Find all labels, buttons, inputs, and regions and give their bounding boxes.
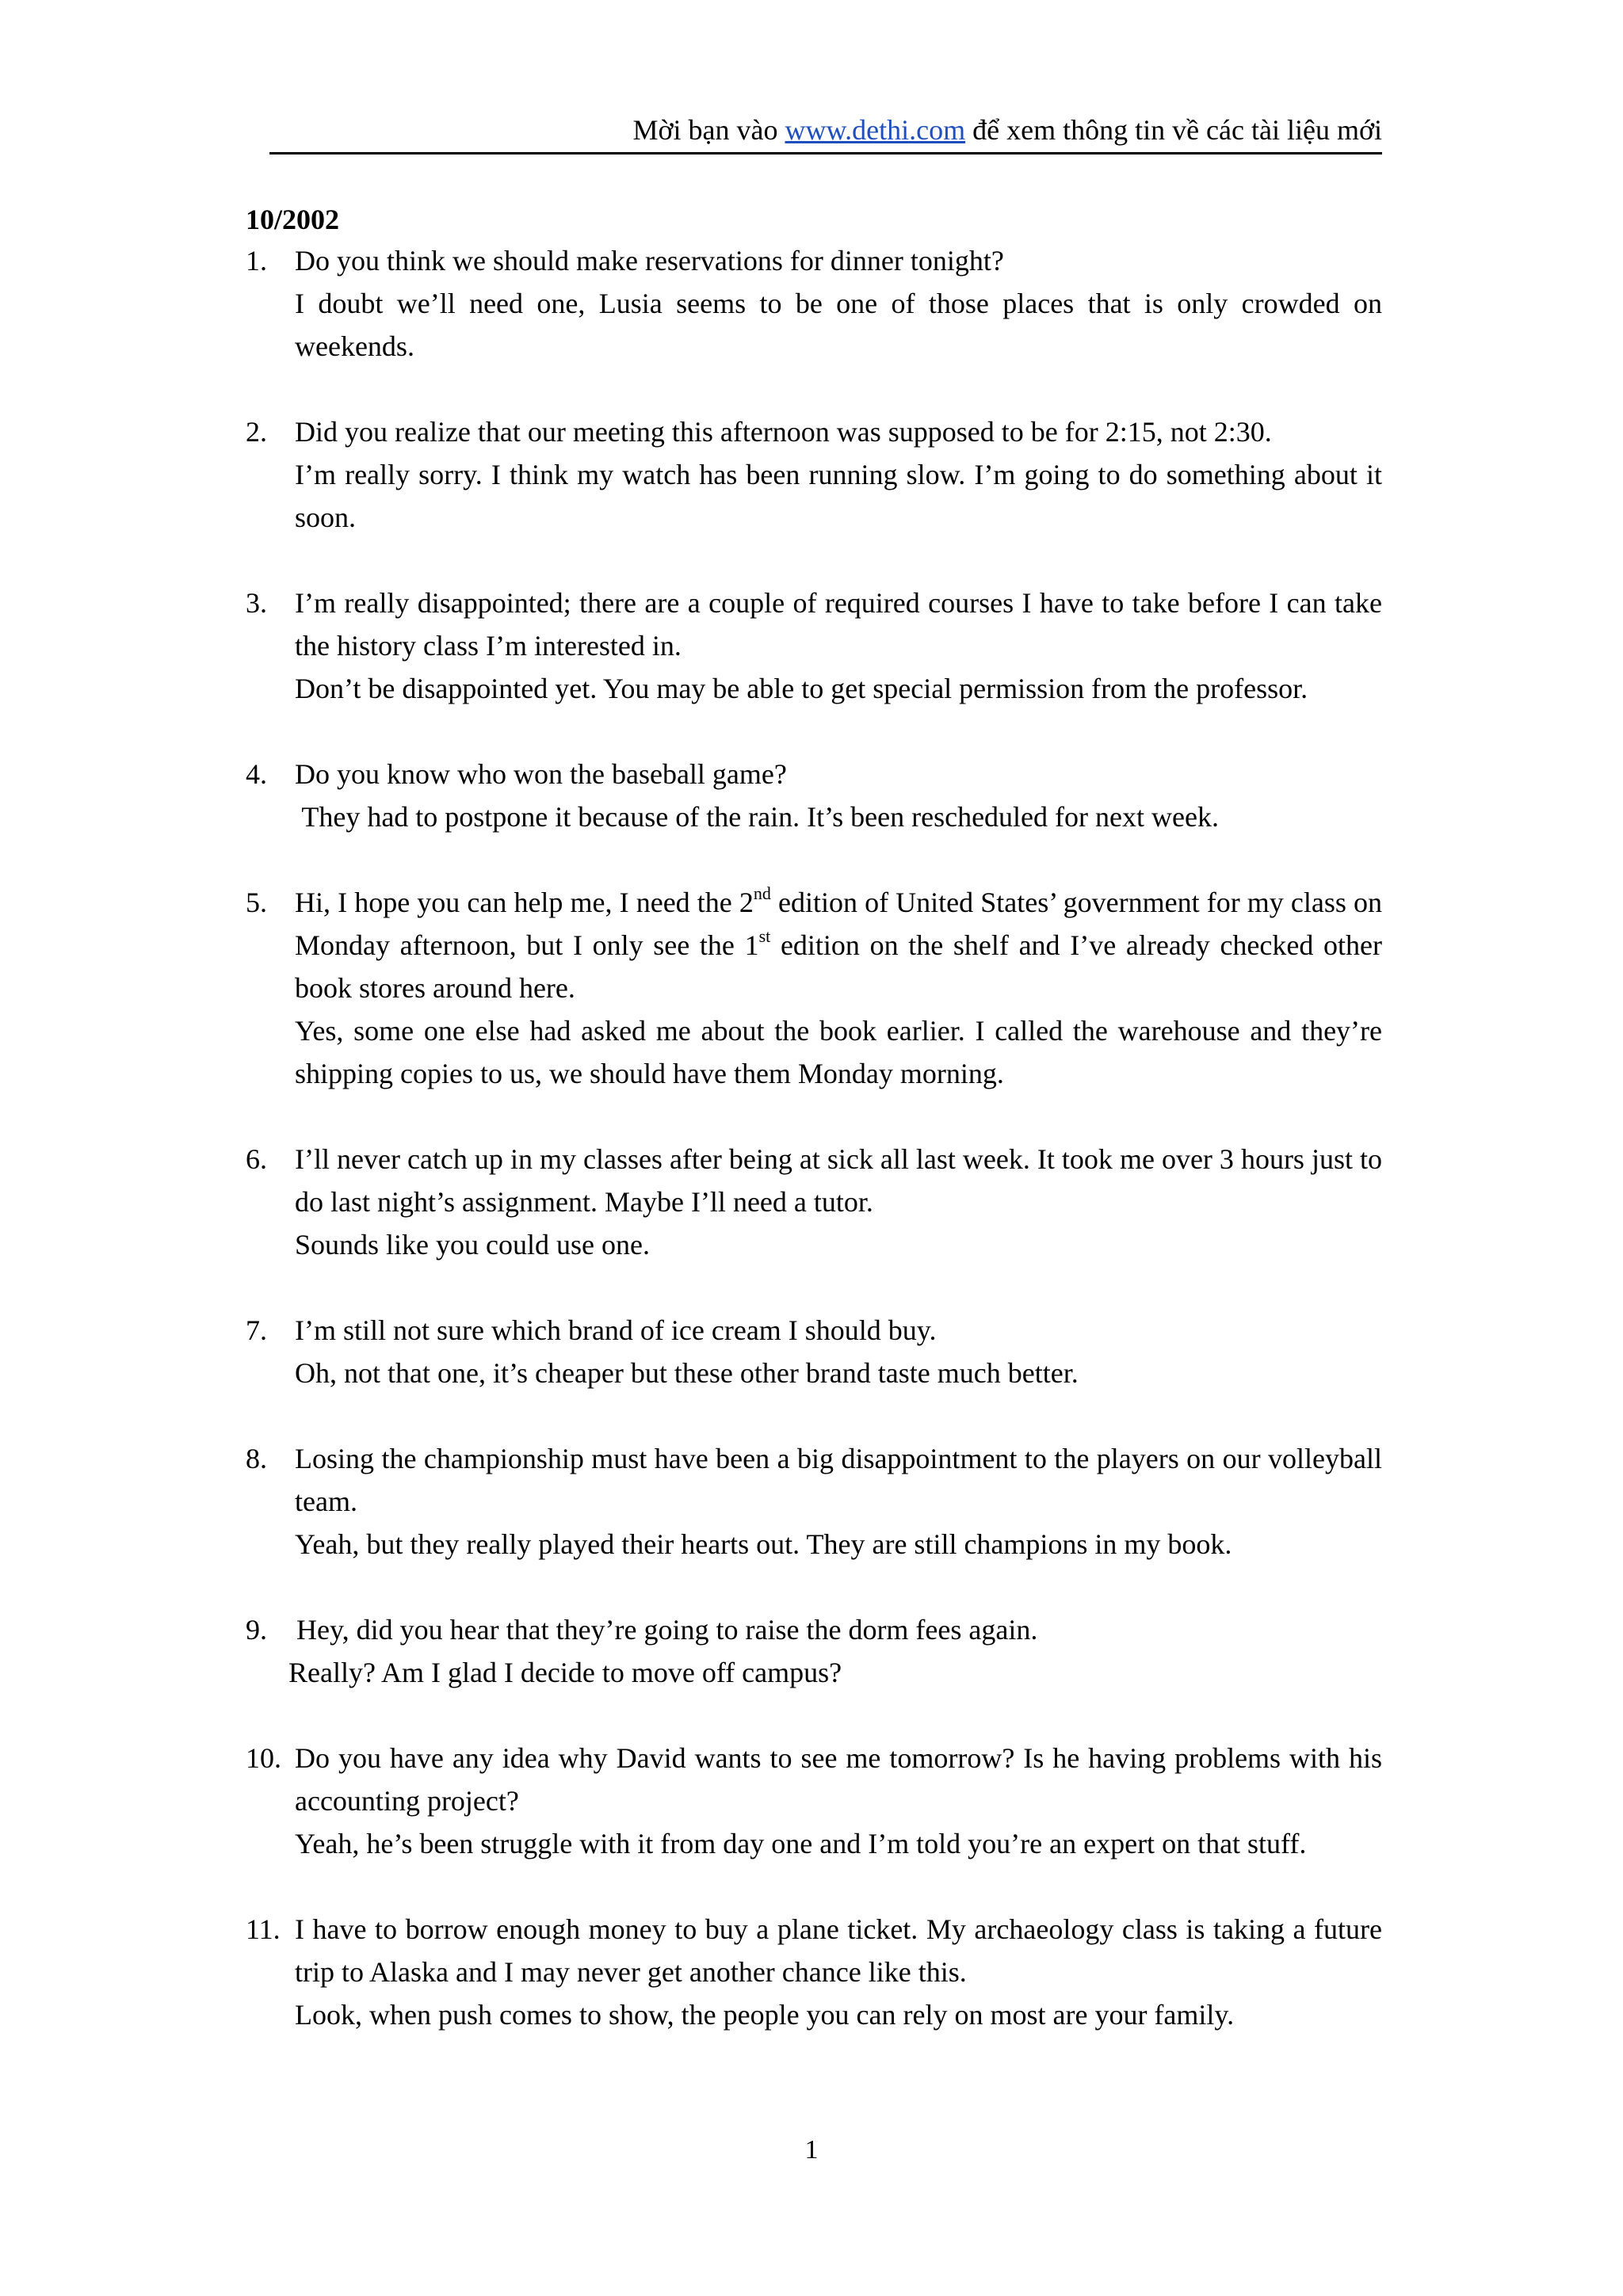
list-item bbox=[246, 1309, 1382, 1394]
item-number: 8. bbox=[246, 1443, 267, 1474]
item-question: Losing the championship must have been a big disappointment to the players on our volleyball team. bbox=[295, 1443, 1382, 1517]
item-question: I have to borrow enough money to buy a plane ticket. My archaeology class is taking a future trip to Alaska and I may never get another chance like this. bbox=[295, 1913, 1382, 1988]
list-item bbox=[246, 410, 1382, 539]
item-answer: They had to postpone it because of the rain. It’s been rescheduled for next week. bbox=[295, 801, 1219, 833]
question-text: edition on the shelf and I’ve already checked other book stores around here. bbox=[295, 929, 1382, 1004]
question-text: edition of United States’ government for my class on Monday afternoon, but I only see the 1 bbox=[295, 887, 1382, 961]
item-number: 2. bbox=[246, 416, 267, 448]
list-item bbox=[246, 881, 1382, 1095]
header-suffix: để xem thông tin về các tài liệu mới bbox=[965, 114, 1382, 146]
item-answer: Yeah, but they really played their hearts out. They are still champions in my book. bbox=[295, 1528, 1232, 1560]
list-item bbox=[246, 1908, 1382, 2036]
page-header bbox=[269, 111, 1382, 154]
item-question: I’m really disappointed; there are a couple of required courses I have to take before I can take the history class I’m interested in. bbox=[295, 587, 1382, 662]
item-question: Hey, did you hear that they’re going to raise the dorm fees again. bbox=[296, 1614, 1038, 1646]
item-number: 5. bbox=[246, 887, 267, 918]
header-prefix: Mời bạn vào bbox=[632, 114, 785, 146]
item-answer: Sounds like you could use one. bbox=[295, 1229, 650, 1261]
item-question: Do you have any idea why David wants to see me tomorrow? Is he having problems with his accounting project? bbox=[295, 1742, 1382, 1817]
item-answer: Really? Am I glad I decide to move off campus? bbox=[288, 1657, 842, 1688]
item-number: 11. bbox=[246, 1913, 281, 1945]
list-item bbox=[246, 753, 1382, 838]
ordinal-suffix: st bbox=[758, 926, 771, 946]
item-answer: Oh, not that one, it’s cheaper but these other brand taste much better. bbox=[295, 1357, 1079, 1389]
item-answer: Don’t be disappointed yet. You may be able to get special permission from the professor. bbox=[295, 673, 1308, 704]
item-number: 7. bbox=[246, 1314, 267, 1346]
list-item bbox=[246, 1608, 1382, 1694]
item-answer: Yes, some one else had asked me about the book earlier. I called the warehouse and they’re shipping copies to us, we should have them Monday morning. bbox=[295, 1015, 1382, 1089]
item-question: Do you think we should make reservations for dinner tonight? bbox=[295, 245, 1004, 277]
question-text: Hi, I hope you can help me, I need the 2 bbox=[295, 887, 754, 918]
list-item bbox=[246, 1138, 1382, 1266]
item-number: 1. bbox=[246, 245, 267, 277]
list-item bbox=[246, 239, 1382, 368]
item-answer: I’m really sorry. I think my watch has been running slow. I’m going to do something about it soon. bbox=[295, 459, 1382, 533]
item-question: Did you realize that our meeting this afternoon was supposed to be for 2:15, not 2:30. bbox=[295, 416, 1272, 448]
item-number: 3. bbox=[246, 587, 267, 619]
page-number: 1 bbox=[804, 2135, 819, 2164]
item-answer: Look, when push comes to show, the people you can rely on most are your family. bbox=[295, 1999, 1235, 2031]
item-question bbox=[295, 881, 1382, 1009]
item-number: 4. bbox=[246, 758, 267, 790]
item-answer: Yeah, he’s been struggle with it from day one and I’m told you’re an expert on that stuff. bbox=[295, 1828, 1307, 1859]
item-question: Do you know who won the baseball game? bbox=[295, 758, 787, 790]
list-item bbox=[246, 582, 1382, 710]
section-heading: 10/2002 bbox=[246, 204, 340, 235]
list-item bbox=[246, 1737, 1382, 1865]
list-item bbox=[246, 1437, 1382, 1566]
item-number: 6. bbox=[246, 1143, 267, 1175]
item-answer: I doubt we’ll need one, Lusia seems to be one of those places that is only crowded on weekends. bbox=[295, 288, 1382, 362]
item-number: 10. bbox=[246, 1742, 281, 1774]
item-question: I’ll never catch up in my classes after being at sick all last week. It took me over 3 hours just to do last night’s assignment. Maybe I’ll need a tutor. bbox=[295, 1143, 1382, 1218]
header-link[interactable]: www.dethi.com bbox=[785, 114, 966, 146]
ordinal-suffix: nd bbox=[753, 883, 771, 903]
item-question: I’m still not sure which brand of ice cream I should buy. bbox=[295, 1314, 937, 1346]
dialogue-list bbox=[246, 239, 1382, 2079]
item-number: 9. bbox=[246, 1614, 267, 1646]
